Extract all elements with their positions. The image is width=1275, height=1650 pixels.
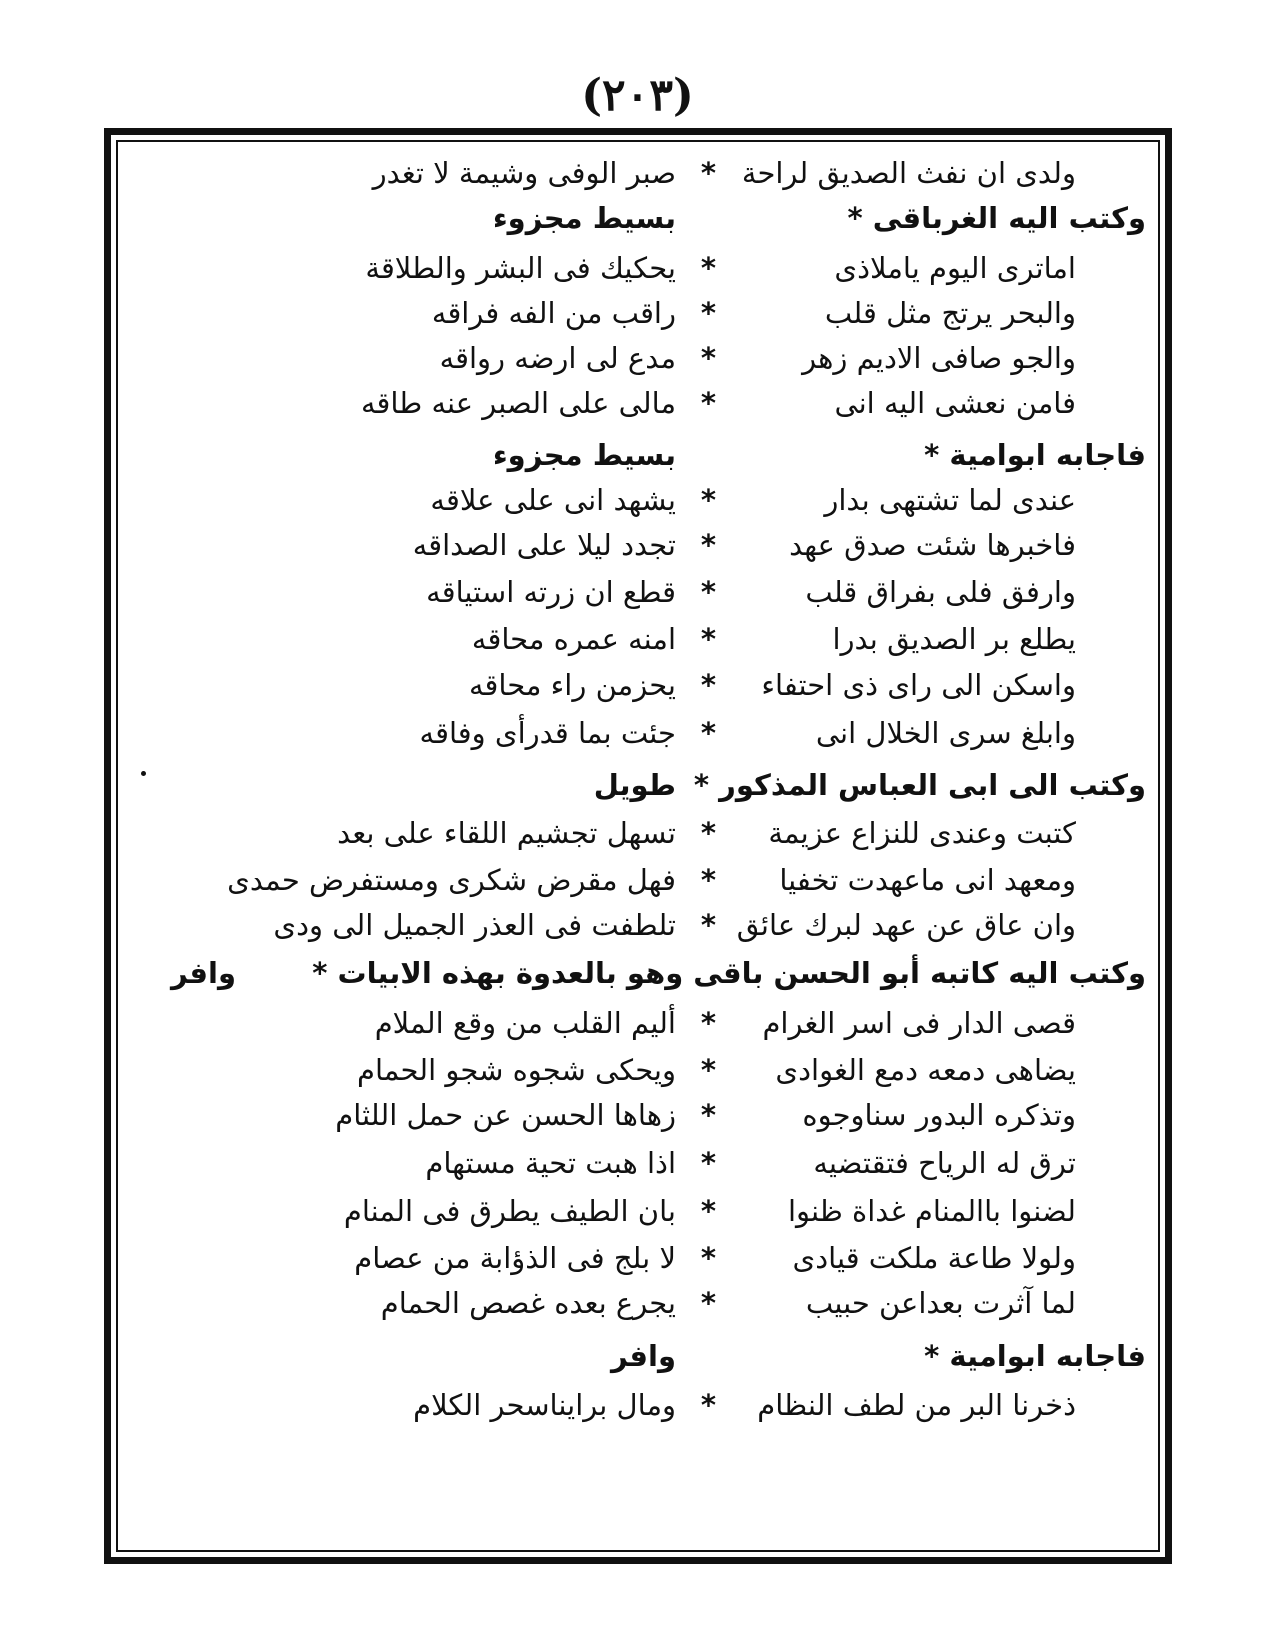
verse-line bbox=[130, 335, 1146, 381]
hemistich-second: قطع ان زرته استياقه bbox=[426, 575, 676, 609]
verse-line bbox=[130, 477, 1146, 523]
hemistich-first: وابلغ سرى الخلال انى bbox=[815, 716, 1076, 750]
verse-line bbox=[130, 1092, 1146, 1138]
hemistich-first: وان عاق عن عهد لبرك عائق bbox=[736, 908, 1076, 942]
verse-separator-star: * bbox=[700, 386, 716, 420]
verse-separator-star: * bbox=[700, 908, 716, 942]
verse-line bbox=[130, 710, 1146, 756]
verse-line bbox=[130, 1382, 1146, 1428]
heading-text: فاجابه ابوامية * bbox=[924, 1339, 1146, 1373]
verse-line bbox=[130, 150, 1146, 196]
verse-separator-star: * bbox=[700, 716, 716, 750]
hemistich-second: لا بلج فى الذؤابة من عصام bbox=[354, 1241, 676, 1275]
hemistich-second: بان الطيف يطرق فى المنام bbox=[343, 1194, 676, 1228]
verse-line bbox=[130, 1000, 1146, 1046]
verse-separator-star: * bbox=[700, 483, 716, 517]
meter-label: بسيط مجزوء bbox=[492, 201, 676, 235]
hemistich-first: والبحر يرتج مثل قلب bbox=[824, 296, 1076, 330]
hemistich-second: ويحكى شجوه شجو الحمام bbox=[357, 1053, 676, 1087]
hemistich-second: تجدد ليلا على الصداقه bbox=[412, 528, 676, 562]
hemistich-second: فهل مقرض شكرى ومستفرض حمدى bbox=[227, 863, 676, 897]
hemistich-first: وارفق فلى بفراق قلب bbox=[805, 575, 1076, 609]
hemistich-second: مدع لى ارضه رواقه bbox=[439, 341, 676, 375]
heading-line bbox=[130, 1333, 1146, 1379]
hemistich-second: اذا هبت تحية مستهام bbox=[425, 1146, 676, 1180]
verse-separator-star: * bbox=[700, 575, 716, 609]
hemistich-second: أليم القلب من وقع الملام bbox=[374, 1006, 676, 1040]
hemistich-second: امنه عمره محاقه bbox=[471, 622, 676, 656]
heading-line bbox=[130, 950, 1146, 996]
meter-label: وافر bbox=[171, 956, 236, 990]
verse-separator-star: * bbox=[700, 1098, 716, 1132]
hemistich-second: زهاها الحسن عن حمل اللثام bbox=[335, 1098, 676, 1132]
heading-text: فاجابه ابوامية * bbox=[924, 438, 1146, 472]
heading-line bbox=[130, 195, 1146, 241]
verse-line bbox=[130, 245, 1146, 291]
hemistich-first: ولولا طاعة ملكت قيادى bbox=[792, 1241, 1076, 1275]
verse-line bbox=[130, 290, 1146, 336]
hemistich-first: يضاهى دمعه دمع الغوادى bbox=[775, 1053, 1076, 1087]
verse-line bbox=[130, 1140, 1146, 1186]
hemistich-first: قصى الدار فى اسر الغرام bbox=[762, 1006, 1076, 1040]
meter-label: بسيط مجزوء bbox=[492, 438, 676, 472]
hemistich-first: كتبت وعندى للنزاع عزيمة bbox=[768, 816, 1076, 850]
heading-text: وكتب اليه كاتبه أبو الحسن باقى وهو بالعدوة بهذه الابيات * bbox=[312, 956, 1146, 990]
hemistich-second: صبر الوفى وشيمة لا تغدر bbox=[372, 156, 676, 190]
verse-separator-star: * bbox=[700, 622, 716, 656]
hemistich-second: يجرع بعده غصص الحمام bbox=[380, 1286, 676, 1320]
verse-separator-star: * bbox=[700, 528, 716, 562]
verse-line bbox=[130, 1047, 1146, 1093]
verse-line bbox=[130, 522, 1146, 568]
heading-text: وكتب اليه الغرباقى * bbox=[847, 201, 1146, 235]
hemistich-first: ذخرنا البر من لطف النظام bbox=[757, 1388, 1076, 1422]
hemistich-first: لضنوا باالمنام غداة ظنوا bbox=[787, 1194, 1076, 1228]
hemistich-first: يطلع بر الصديق بدرا bbox=[832, 622, 1076, 656]
verse-line bbox=[130, 616, 1146, 662]
verse-line bbox=[130, 902, 1146, 948]
verse-separator-star: * bbox=[700, 296, 716, 330]
hemistich-first: ومعهد انى ماعهدت تخفيا bbox=[779, 863, 1076, 897]
verse-separator-star: * bbox=[700, 156, 716, 190]
hemistich-second: راقب من الفه فراقه bbox=[431, 296, 676, 330]
verse-separator-star: * bbox=[700, 1194, 716, 1228]
verse-separator-star: * bbox=[700, 1241, 716, 1275]
verse-separator-star: * bbox=[700, 1388, 716, 1422]
verse-separator-star: * bbox=[700, 251, 716, 285]
meter-label: طويل bbox=[593, 768, 676, 802]
hemistich-first: وتذكره البدور سناوجوه bbox=[802, 1098, 1076, 1132]
meter-label: وافر bbox=[611, 1339, 676, 1373]
hemistich-first: لما آثرت بعداعن حبيب bbox=[805, 1286, 1076, 1320]
verse-line bbox=[130, 569, 1146, 615]
verse-separator-star: * bbox=[700, 816, 716, 850]
verse-line bbox=[130, 662, 1146, 708]
verse-line bbox=[130, 1280, 1146, 1326]
verse-line bbox=[130, 1235, 1146, 1281]
heading-line bbox=[130, 432, 1146, 478]
verse-line bbox=[130, 1188, 1146, 1234]
hemistich-second: يشهد انى على علاقه bbox=[430, 483, 676, 517]
text-body bbox=[130, 150, 1146, 1545]
hemistich-first: فاخبرها شئت صدق عهد bbox=[789, 528, 1076, 562]
hemistich-first: عندى لما تشتهى بدار bbox=[824, 483, 1076, 517]
verse-separator-star: * bbox=[700, 1286, 716, 1320]
hemistich-first: اماترى اليوم ياملاذى bbox=[834, 251, 1076, 285]
hemistich-first: ولدى ان نفث الصديق لراحة bbox=[741, 156, 1076, 190]
hemistich-first: والجو صافى الاديم زهر bbox=[802, 341, 1076, 375]
verse-separator-star: * bbox=[700, 668, 716, 702]
hemistich-first: فامن نعشى اليه انى bbox=[834, 386, 1076, 420]
hemistich-second: جئت بما قدرأى وفاقه bbox=[419, 716, 676, 750]
heading-text: وكتب الى ابى العباس المذكور * bbox=[693, 768, 1146, 802]
verse-line bbox=[130, 810, 1146, 856]
verse-separator-star: * bbox=[700, 1146, 716, 1180]
verse-line bbox=[130, 857, 1146, 903]
verse-separator-star: * bbox=[700, 341, 716, 375]
hemistich-first: واسكن الى راى ذى احتفاء bbox=[761, 668, 1076, 702]
heading-line bbox=[130, 762, 1146, 808]
hemistich-first: ترق له الرياح فتقتضيه bbox=[813, 1146, 1076, 1180]
verse-separator-star: * bbox=[700, 1006, 716, 1040]
hemistich-second: يحزمن راء محاقه bbox=[468, 668, 676, 702]
hemistich-second: مالى على الصبر عنه طاقه bbox=[360, 386, 676, 420]
hemistich-second: ومال برايناسحر الكلام bbox=[413, 1388, 676, 1422]
hemistich-second: تسهل تجشيم اللقاء على بعد bbox=[337, 816, 676, 850]
page-number: (٢٠٣) bbox=[581, 70, 694, 121]
verse-separator-star: * bbox=[700, 1053, 716, 1087]
hemistich-second: تلطفت فى العذر الجميل الى ودى bbox=[273, 908, 676, 942]
verse-separator-star: * bbox=[700, 863, 716, 897]
hemistich-second: يحكيك فى البشر والطلاقة bbox=[365, 251, 676, 285]
verse-line bbox=[130, 380, 1146, 426]
